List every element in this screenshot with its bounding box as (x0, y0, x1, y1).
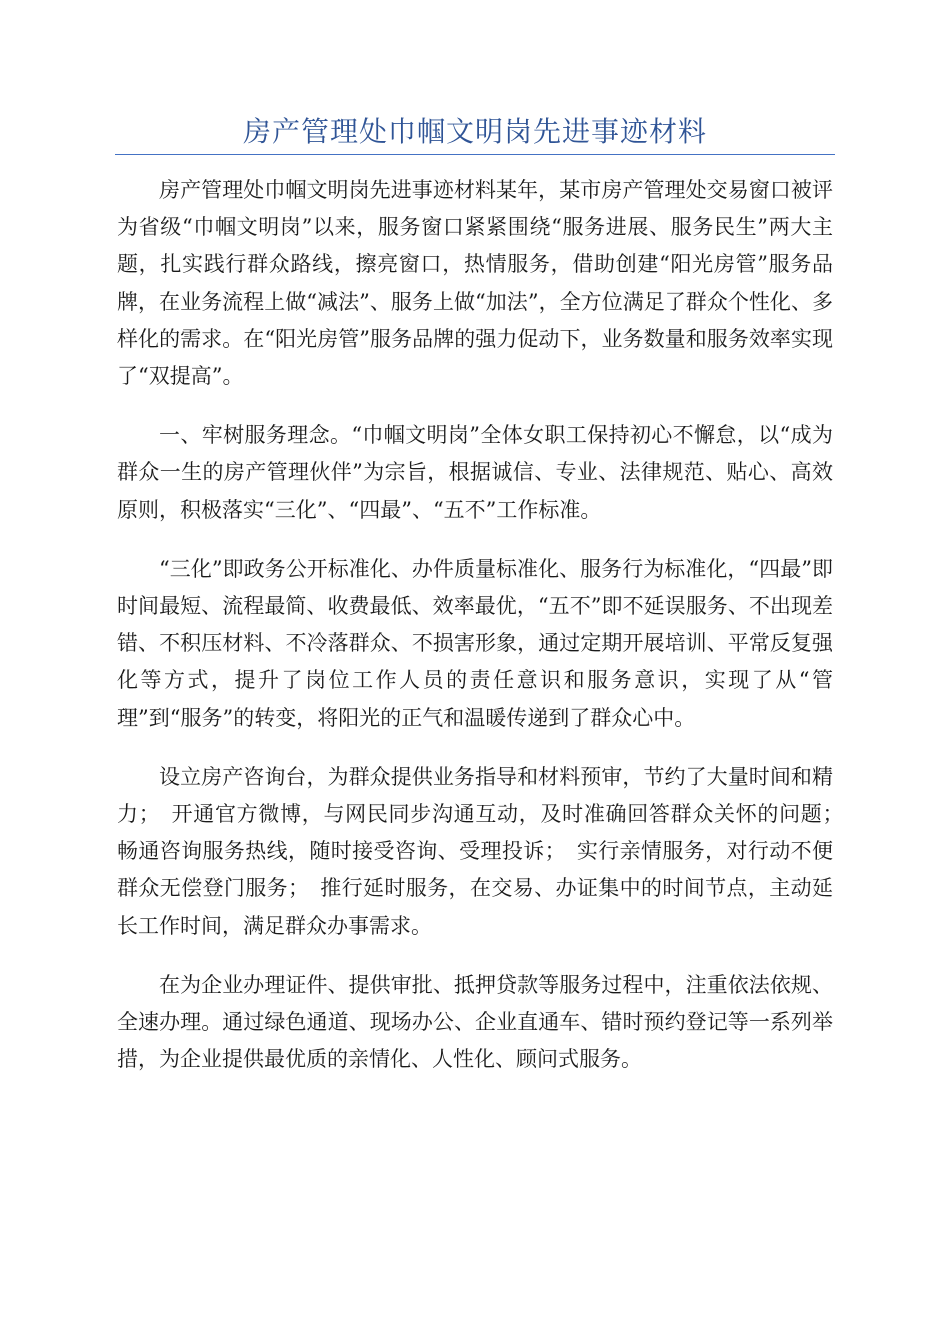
document-body (117, 172, 854, 1100)
paragraph-enterprise-service: 在为企业办理证件、提供审批、抵押贷款等服务过程中，注重依法依规、全速办理。通过绿色通道、现场办公、企业直通车、错时预约登记等一系列举措，为企业提供最优质的亲情化、人性化、顾问式服务。 (117, 972, 833, 1072)
title-underline (115, 154, 835, 155)
paragraph-measures: 设立房产咨询台，为群众提供业务指导和材料预审，节约了大量时间和精力； 开通官方微博，与网民同步沟通互动，及时准确回答群众关怀的问题； 畅通咨询服务热线，随时接受咨询、受理投诉； 实行亲情服务，对行动不便群众无偿登门服务； 推行延时服务，在交易、办证集中的时间节点，主动延长工作时间，满足群众办事需求。 (117, 764, 854, 938)
paragraph-service-philosophy: 一、牢树服务理念。“巾帼文明岗”全体女职工保持初心不懈怠，以“成为群众一生的房产管理伙伴”为宗旨，根据诚信、专业、法律规范、贴心、高效原则，积极落实“三化”、“四最”、“五不”工作标准。 (117, 423, 833, 522)
paragraph-intro: 房产管理处巾帼文明岗先进事迹材料某年，某市房产管理处交易窗口被评为省级“巾帼文明岗”以来，服务窗口紧紧围绕“服务进展、服务民生”两大主题，扎实践行群众路线，擦亮窗口，热情服务，借助创建“阳光房管”服务品牌，在业务流程上做“减法”、服务上做“加法”，全方位满足了群众个性化、多样化的需求。在“阳光房管”服务品牌的强力促动下，业务数量和服务效率实现了“双提高”。 (117, 178, 833, 389)
page-title: 房产管理处巾帼文明岗先进事迹材料 (242, 115, 707, 148)
paragraph-standards: “三化”即政务公开标准化、办件质量标准化、服务行为标准化，“四最”即时间最短、流程最简、收费最低、效率最优，“五不”即不延误服务、不出现差错、不积压材料、不冷落群众、不损害形象，通过定期开展培训、平常反复强化等方式，提升了岗位工作人员的责任意识和服务意识，实现了从“管理”到“服务”的转变，将阳光的正气和温暖传递到了群众心中。 (117, 556, 833, 730)
